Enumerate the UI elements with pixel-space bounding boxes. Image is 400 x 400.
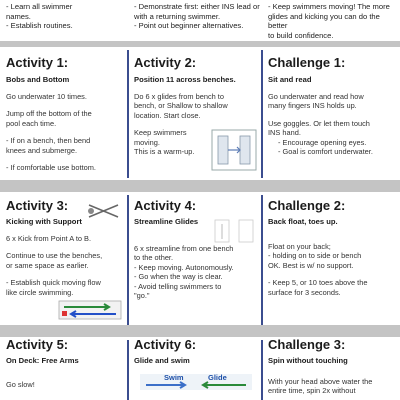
top-note-3: - Keep swimmers moving! The more glides and kicking you can do the better to build confidence.	[268, 2, 390, 40]
challenge-3-title: Challenge 3:	[268, 338, 346, 352]
activity-1-text-2: Jump off the bottom of the pool each time.	[6, 109, 92, 128]
activity-2-title: Activity 2:	[134, 56, 197, 70]
activity-5-subtitle: On Deck: Free Arms	[6, 356, 79, 365]
activity-5-card	[6, 338, 124, 400]
divider-band-2	[0, 180, 400, 192]
activity-4-title: Activity 4:	[134, 199, 197, 213]
challenge-1-card	[268, 56, 398, 180]
activity-5-text-1: Go slow!	[6, 380, 35, 389]
challenge-3-subtitle: Spin without touching	[268, 356, 348, 365]
activity-4-card	[134, 199, 260, 325]
activity-4-text-2: - Keep moving. Autonomously. - Go when the way is clear. - Avoid telling swimmers to "go."	[134, 262, 234, 301]
col-divider	[127, 50, 129, 178]
challenge-1-title: Challenge 1:	[268, 56, 346, 70]
activity-2-text-1: Do 6 x glides from bench to bench, or Shallow to shallow location. Start close.	[134, 92, 228, 120]
activity-3-text-2: Continue to use the benches, or same space as earlier.	[6, 251, 103, 270]
activity-1-text-1: Go underwater 10 times.	[6, 92, 87, 101]
top-note-col-2	[134, 0, 262, 40]
kick-board-icon	[86, 201, 122, 221]
activity-3-title: Activity 3:	[6, 199, 69, 213]
activity-5-title: Activity 5:	[6, 338, 69, 352]
bench-diagram-icon	[210, 128, 258, 172]
divider-band-3	[0, 325, 400, 337]
challenge-2-title: Challenge 2:	[268, 199, 346, 213]
challenge-1-subtitle: Sit and read	[268, 75, 312, 84]
col-divider	[127, 340, 129, 400]
streamline-swimmer-icon	[214, 219, 256, 245]
challenge-3-card	[268, 338, 398, 400]
activity-2-text-2: Keep swimmers moving. This is a warm-up.	[134, 128, 195, 157]
divider-band-1	[0, 41, 400, 47]
glide-swim-diagram	[140, 372, 252, 392]
activity-6-title: Activity 6:	[134, 338, 197, 352]
activity-3-text-1: 6 x Kick from Point A to B.	[6, 234, 92, 243]
activity-4-text-1: 6 x streamline from one bench to the other.	[134, 244, 234, 263]
challenge-2-text-1: Float on your back; - holding on to side or bench OK. Best is w/ no support.	[268, 242, 362, 270]
col-divider	[261, 50, 263, 178]
activity-1-title: Activity 1:	[6, 56, 69, 70]
top-note-1: - Learn all swimmer names. - Establish routines.	[6, 2, 73, 31]
activity-3-subtitle: Kicking with Support	[6, 217, 82, 226]
activity-1-card	[6, 56, 124, 180]
challenge-1-text-2: Use goggles. Or let them touch INS hand.	[268, 118, 370, 138]
swim-label: Swim	[164, 373, 184, 382]
challenge-2-subtitle: Back float, toes up.	[268, 217, 338, 226]
challenge-2-card	[268, 199, 398, 325]
activity-4-subtitle: Streamline Glides	[134, 217, 199, 226]
challenge-3-text-1: With your head above water the entire time, spin 2x without	[268, 377, 373, 396]
top-note-2: - Demonstrate first: either INS lead or with a returning swimmer. - Point out beginner alternatives.	[134, 2, 260, 31]
glide-label: Glide	[208, 373, 227, 382]
top-note-col-1	[6, 0, 124, 40]
activity-1-text-3: - If on a bench, then bend knees and submerge.	[6, 136, 91, 155]
activity-2-subtitle: Position 11 across benches.	[134, 75, 236, 84]
col-divider	[127, 195, 129, 325]
glide-swim-arrows-icon	[140, 372, 252, 392]
col-divider	[261, 340, 263, 400]
circle-swim-arrows-icon	[58, 300, 122, 320]
activity-3-text-3: - Establish quick moving flow like circle swimming.	[6, 278, 101, 297]
col-divider	[261, 195, 263, 325]
challenge-1-text-3: - Encourage opening eyes. - Goal is comfort underwater.	[278, 137, 373, 157]
activity-6-subtitle: Glide and swim	[134, 356, 190, 365]
activity-1-text-4: - If comfortable use bottom.	[6, 163, 96, 173]
challenge-2-text-2: - Keep 5, or 10 toes above the surface for 3 seconds.	[268, 278, 368, 297]
top-note-col-3	[268, 0, 400, 40]
activity-1-subtitle: Bobs and Bottom	[6, 75, 70, 84]
challenge-1-text-1: Go underwater and read how many fingers INS holds up.	[268, 92, 364, 111]
